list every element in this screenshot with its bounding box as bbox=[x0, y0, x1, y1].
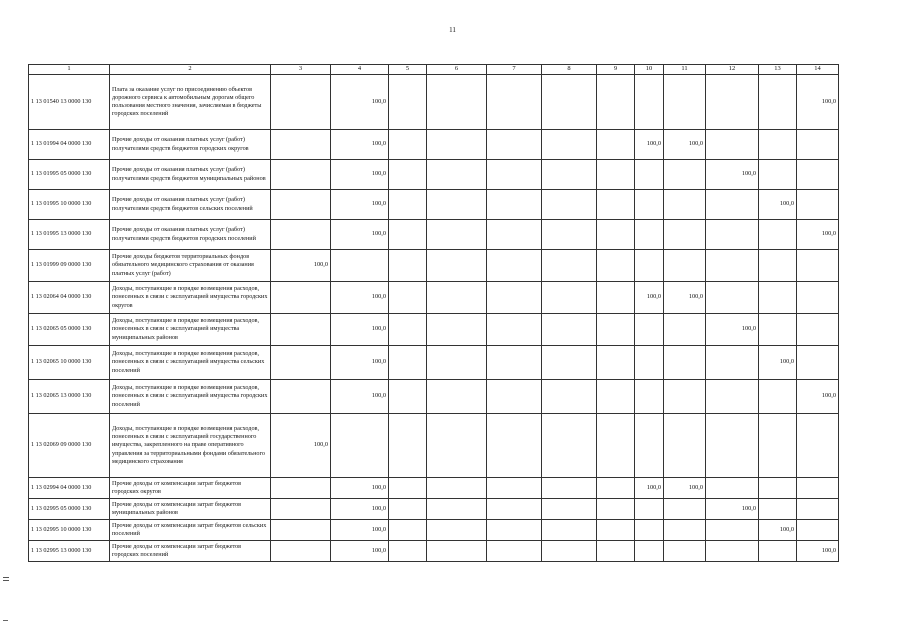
standard-percent-cell bbox=[427, 160, 487, 190]
standard-percent-cell: 100,0 bbox=[664, 130, 706, 160]
table-row bbox=[29, 190, 839, 220]
standard-percent-cell: 100,0 bbox=[331, 499, 389, 520]
standard-percent-cell bbox=[664, 414, 706, 478]
revenue-allocation-table bbox=[28, 64, 839, 562]
standard-percent-cell bbox=[635, 346, 664, 380]
standard-percent-cell: 100,0 bbox=[635, 130, 664, 160]
budget-classification-code: 1 13 02065 13 0000 130 bbox=[29, 380, 110, 414]
standard-percent-cell bbox=[487, 499, 542, 520]
budget-classification-code: 1 13 01995 10 0000 130 bbox=[29, 190, 110, 220]
standard-percent-cell: 100,0 bbox=[759, 520, 797, 541]
standard-percent-cell: 100,0 bbox=[797, 541, 839, 562]
revenue-name: Прочие доходы от оказания платных услуг (работ) получателями средств бюджетов городских поселений bbox=[110, 220, 271, 250]
standard-percent-cell bbox=[597, 314, 635, 346]
revenue-name: Прочие доходы от оказания платных услуг (работ) получателями средств бюджетов сельских поселений bbox=[110, 190, 271, 220]
standard-percent-cell bbox=[635, 250, 664, 282]
standard-percent-cell bbox=[542, 314, 597, 346]
standard-percent-cell bbox=[487, 414, 542, 478]
table-row bbox=[29, 414, 839, 478]
standard-percent-cell: 100,0 bbox=[331, 130, 389, 160]
standard-percent-cell bbox=[487, 520, 542, 541]
table-row bbox=[29, 282, 839, 314]
standard-percent-cell: 100,0 bbox=[331, 478, 389, 499]
standard-percent-cell: 100,0 bbox=[331, 541, 389, 562]
standard-percent-cell bbox=[759, 478, 797, 499]
standard-percent-cell bbox=[664, 250, 706, 282]
standard-percent-cell bbox=[427, 190, 487, 220]
standard-percent-cell bbox=[389, 414, 427, 478]
standard-percent-cell bbox=[797, 346, 839, 380]
standard-percent-cell bbox=[664, 160, 706, 190]
standard-percent-cell bbox=[389, 75, 427, 130]
standard-percent-cell bbox=[706, 346, 759, 380]
column-header: 9 bbox=[597, 65, 635, 75]
standard-percent-cell bbox=[271, 499, 331, 520]
standard-percent-cell bbox=[427, 282, 487, 314]
table-row bbox=[29, 250, 839, 282]
standard-percent-cell bbox=[542, 520, 597, 541]
standard-percent-cell bbox=[759, 220, 797, 250]
standard-percent-cell: 100,0 bbox=[706, 160, 759, 190]
standard-percent-cell bbox=[797, 314, 839, 346]
standard-percent-cell bbox=[597, 282, 635, 314]
standard-percent-cell bbox=[797, 499, 839, 520]
standard-percent-cell bbox=[331, 414, 389, 478]
standard-percent-cell bbox=[664, 499, 706, 520]
revenue-name: Прочие доходы бюджетов территориальных фондов обязательного медицинского страхования от оказания платных услуг (работ) bbox=[110, 250, 271, 282]
standard-percent-cell bbox=[271, 346, 331, 380]
standard-percent-cell bbox=[271, 75, 331, 130]
standard-percent-cell bbox=[797, 520, 839, 541]
standard-percent-cell bbox=[664, 190, 706, 220]
column-header: 14 bbox=[797, 65, 839, 75]
standard-percent-cell bbox=[389, 282, 427, 314]
standard-percent-cell bbox=[664, 220, 706, 250]
table-row bbox=[29, 75, 839, 130]
standard-percent-cell bbox=[759, 541, 797, 562]
standard-percent-cell bbox=[389, 520, 427, 541]
standard-percent-cell bbox=[427, 314, 487, 346]
standard-percent-cell bbox=[759, 414, 797, 478]
standard-percent-cell bbox=[797, 250, 839, 282]
standard-percent-cell bbox=[706, 478, 759, 499]
budget-classification-code: 1 13 02064 04 0000 130 bbox=[29, 282, 110, 314]
standard-percent-cell bbox=[271, 380, 331, 414]
revenue-name: Прочие доходы от компенсации затрат бюджетов сельских поселений bbox=[110, 520, 271, 541]
standard-percent-cell bbox=[597, 541, 635, 562]
standard-percent-cell bbox=[597, 190, 635, 220]
standard-percent-cell bbox=[706, 520, 759, 541]
standard-percent-cell bbox=[271, 190, 331, 220]
standard-percent-cell bbox=[271, 520, 331, 541]
page-number: 11 bbox=[449, 26, 456, 34]
standard-percent-cell bbox=[271, 478, 331, 499]
revenue-name: Доходы, поступающие в порядке возмещения расходов, понесенных в связи с эксплуатацией имущества городских поселений bbox=[110, 380, 271, 414]
standard-percent-cell bbox=[635, 220, 664, 250]
standard-percent-cell bbox=[597, 160, 635, 190]
column-header: 6 bbox=[427, 65, 487, 75]
standard-percent-cell: 100,0 bbox=[331, 380, 389, 414]
standard-percent-cell bbox=[427, 414, 487, 478]
standard-percent-cell: 100,0 bbox=[331, 282, 389, 314]
budget-classification-code: 1 13 02995 10 0000 130 bbox=[29, 520, 110, 541]
budget-classification-code: 1 13 01999 09 0000 130 bbox=[29, 250, 110, 282]
standard-percent-cell: 100,0 bbox=[797, 75, 839, 130]
standard-percent-cell bbox=[271, 160, 331, 190]
budget-classification-code: 1 13 02065 10 0000 130 bbox=[29, 346, 110, 380]
budget-classification-code: 1 13 02995 05 0000 130 bbox=[29, 499, 110, 520]
standard-percent-cell bbox=[389, 220, 427, 250]
revenue-name: Плата за оказание услуг по присоединению объектов дорожного сервиса к автомобильным дорогам общего пользования местного значения, зачисляемая в бюджеты городских поселений bbox=[110, 75, 271, 130]
standard-percent-cell bbox=[597, 520, 635, 541]
table-row bbox=[29, 541, 839, 562]
standard-percent-cell bbox=[706, 282, 759, 314]
standard-percent-cell bbox=[487, 75, 542, 130]
standard-percent-cell bbox=[542, 282, 597, 314]
standard-percent-cell bbox=[487, 130, 542, 160]
standard-percent-cell bbox=[427, 380, 487, 414]
standard-percent-cell bbox=[635, 380, 664, 414]
standard-percent-cell bbox=[597, 130, 635, 160]
standard-percent-cell bbox=[389, 499, 427, 520]
standard-percent-cell bbox=[759, 130, 797, 160]
column-header: 12 bbox=[706, 65, 759, 75]
revenue-name: Прочие доходы от компенсации затрат бюджетов городских округов bbox=[110, 478, 271, 499]
standard-percent-cell bbox=[389, 346, 427, 380]
standard-percent-cell: 100,0 bbox=[664, 282, 706, 314]
standard-percent-cell bbox=[664, 75, 706, 130]
standard-percent-cell bbox=[706, 414, 759, 478]
standard-percent-cell bbox=[427, 346, 487, 380]
standard-percent-cell bbox=[635, 75, 664, 130]
standard-percent-cell: 100,0 bbox=[271, 250, 331, 282]
column-header: 8 bbox=[542, 65, 597, 75]
table-row bbox=[29, 160, 839, 190]
standard-percent-cell bbox=[635, 160, 664, 190]
standard-percent-cell bbox=[487, 160, 542, 190]
table-row bbox=[29, 130, 839, 160]
standard-percent-cell bbox=[389, 314, 427, 346]
budget-classification-code: 1 13 02065 05 0000 130 bbox=[29, 314, 110, 346]
standard-percent-cell: 100,0 bbox=[331, 520, 389, 541]
standard-percent-cell bbox=[635, 541, 664, 562]
column-header: 11 bbox=[664, 65, 706, 75]
column-header: 3 bbox=[271, 65, 331, 75]
table-row bbox=[29, 314, 839, 346]
standard-percent-cell: 100,0 bbox=[331, 346, 389, 380]
column-header: 4 bbox=[331, 65, 389, 75]
standard-percent-cell: 100,0 bbox=[706, 499, 759, 520]
standard-percent-cell: 100,0 bbox=[271, 414, 331, 478]
column-header: 13 bbox=[759, 65, 797, 75]
standard-percent-cell bbox=[597, 499, 635, 520]
standard-percent-cell bbox=[389, 130, 427, 160]
standard-percent-cell bbox=[271, 130, 331, 160]
standard-percent-cell: 100,0 bbox=[331, 190, 389, 220]
standard-percent-cell bbox=[635, 414, 664, 478]
standard-percent-cell bbox=[331, 250, 389, 282]
standard-percent-cell bbox=[427, 75, 487, 130]
standard-percent-cell: 100,0 bbox=[664, 478, 706, 499]
table-header-row bbox=[29, 65, 839, 75]
standard-percent-cell bbox=[664, 314, 706, 346]
revenue-name: Прочие доходы от оказания платных услуг (работ) получателями средств бюджетов муниципальных районов bbox=[110, 160, 271, 190]
standard-percent-cell bbox=[487, 282, 542, 314]
standard-percent-cell bbox=[542, 250, 597, 282]
margin-mark bbox=[3, 577, 9, 581]
standard-percent-cell bbox=[427, 478, 487, 499]
standard-percent-cell bbox=[664, 520, 706, 541]
standard-percent-cell: 100,0 bbox=[759, 346, 797, 380]
standard-percent-cell bbox=[759, 160, 797, 190]
standard-percent-cell bbox=[487, 314, 542, 346]
standard-percent-cell bbox=[759, 282, 797, 314]
standard-percent-cell bbox=[759, 250, 797, 282]
standard-percent-cell bbox=[797, 130, 839, 160]
table-row bbox=[29, 499, 839, 520]
standard-percent-cell bbox=[487, 220, 542, 250]
standard-percent-cell bbox=[759, 75, 797, 130]
standard-percent-cell bbox=[271, 541, 331, 562]
standard-percent-cell bbox=[635, 520, 664, 541]
standard-percent-cell: 100,0 bbox=[331, 160, 389, 190]
standard-percent-cell bbox=[664, 346, 706, 380]
standard-percent-cell: 100,0 bbox=[635, 478, 664, 499]
standard-percent-cell bbox=[389, 380, 427, 414]
standard-percent-cell bbox=[487, 346, 542, 380]
revenue-name: Доходы, поступающие в порядке возмещения расходов, понесенных в связи с эксплуатацией государственного имущества, закрепленного на праве оперативного управления за территориальными фондами обязательного медицинского страхования bbox=[110, 414, 271, 478]
standard-percent-cell bbox=[597, 380, 635, 414]
budget-classification-code: 1 13 02995 13 0000 130 bbox=[29, 541, 110, 562]
standard-percent-cell bbox=[635, 190, 664, 220]
column-header: 7 bbox=[487, 65, 542, 75]
budget-classification-code: 1 13 02994 04 0000 130 bbox=[29, 478, 110, 499]
column-header: 1 bbox=[29, 65, 110, 75]
standard-percent-cell bbox=[427, 520, 487, 541]
standard-percent-cell bbox=[635, 314, 664, 346]
standard-percent-cell bbox=[542, 499, 597, 520]
standard-percent-cell: 100,0 bbox=[331, 220, 389, 250]
standard-percent-cell bbox=[635, 499, 664, 520]
table-row bbox=[29, 220, 839, 250]
revenue-name: Прочие доходы от компенсации затрат бюджетов городских поселений bbox=[110, 541, 271, 562]
standard-percent-cell bbox=[759, 380, 797, 414]
table-row bbox=[29, 346, 839, 380]
budget-classification-code: 1 13 01995 05 0000 130 bbox=[29, 160, 110, 190]
margin-mark bbox=[3, 620, 8, 621]
standard-percent-cell bbox=[759, 499, 797, 520]
standard-percent-cell bbox=[542, 75, 597, 130]
standard-percent-cell: 100,0 bbox=[797, 220, 839, 250]
standard-percent-cell bbox=[427, 220, 487, 250]
revenue-name: Доходы, поступающие в порядке возмещения расходов, понесенных в связи с эксплуатацией имущества сельских поселений bbox=[110, 346, 271, 380]
table-row bbox=[29, 380, 839, 414]
standard-percent-cell bbox=[427, 130, 487, 160]
standard-percent-cell bbox=[271, 282, 331, 314]
standard-percent-cell bbox=[271, 314, 331, 346]
standard-percent-cell bbox=[542, 130, 597, 160]
standard-percent-cell bbox=[542, 541, 597, 562]
standard-percent-cell bbox=[427, 250, 487, 282]
standard-percent-cell bbox=[664, 380, 706, 414]
budget-classification-code: 1 13 01994 04 0000 130 bbox=[29, 130, 110, 160]
standard-percent-cell bbox=[597, 250, 635, 282]
standard-percent-cell: 100,0 bbox=[706, 314, 759, 346]
standard-percent-cell bbox=[797, 414, 839, 478]
standard-percent-cell bbox=[389, 541, 427, 562]
standard-percent-cell bbox=[797, 190, 839, 220]
budget-classification-code: 1 13 02069 09 0000 130 bbox=[29, 414, 110, 478]
standard-percent-cell bbox=[542, 346, 597, 380]
standard-percent-cell bbox=[487, 380, 542, 414]
standard-percent-cell bbox=[389, 190, 427, 220]
table-row bbox=[29, 478, 839, 499]
revenue-name: Доходы, поступающие в порядке возмещения расходов, понесенных в связи с эксплуатацией имущества муниципальных районов bbox=[110, 314, 271, 346]
standard-percent-cell: 100,0 bbox=[331, 75, 389, 130]
standard-percent-cell: 100,0 bbox=[759, 190, 797, 220]
standard-percent-cell bbox=[706, 541, 759, 562]
standard-percent-cell bbox=[706, 75, 759, 130]
column-header: 5 bbox=[389, 65, 427, 75]
standard-percent-cell bbox=[597, 414, 635, 478]
standard-percent-cell bbox=[427, 499, 487, 520]
standard-percent-cell bbox=[487, 541, 542, 562]
column-header: 10 bbox=[635, 65, 664, 75]
budget-classification-code: 1 13 01540 13 0000 130 bbox=[29, 75, 110, 130]
standard-percent-cell bbox=[389, 478, 427, 499]
revenue-name: Доходы, поступающие в порядке возмещения расходов, понесенных в связи с эксплуатацией имущества городских округов bbox=[110, 282, 271, 314]
budget-classification-code: 1 13 01995 13 0000 130 bbox=[29, 220, 110, 250]
standard-percent-cell bbox=[706, 220, 759, 250]
standard-percent-cell bbox=[597, 220, 635, 250]
standard-percent-cell: 100,0 bbox=[331, 314, 389, 346]
standard-percent-cell bbox=[487, 478, 542, 499]
standard-percent-cell bbox=[597, 478, 635, 499]
standard-percent-cell bbox=[797, 160, 839, 190]
standard-percent-cell bbox=[706, 380, 759, 414]
standard-percent-cell bbox=[597, 346, 635, 380]
standard-percent-cell: 100,0 bbox=[635, 282, 664, 314]
standard-percent-cell bbox=[487, 190, 542, 220]
standard-percent-cell bbox=[389, 250, 427, 282]
revenue-name: Прочие доходы от компенсации затрат бюджетов муниципальных районов bbox=[110, 499, 271, 520]
standard-percent-cell bbox=[542, 414, 597, 478]
standard-percent-cell bbox=[706, 130, 759, 160]
standard-percent-cell bbox=[542, 478, 597, 499]
standard-percent-cell bbox=[797, 478, 839, 499]
standard-percent-cell bbox=[427, 541, 487, 562]
standard-percent-cell bbox=[542, 220, 597, 250]
standard-percent-cell bbox=[706, 250, 759, 282]
standard-percent-cell bbox=[664, 541, 706, 562]
table-body bbox=[29, 75, 839, 562]
standard-percent-cell bbox=[542, 160, 597, 190]
revenue-name: Прочие доходы от оказания платных услуг (работ) получателями средств бюджетов городских округов bbox=[110, 130, 271, 160]
standard-percent-cell bbox=[597, 75, 635, 130]
table-row bbox=[29, 520, 839, 541]
standard-percent-cell bbox=[271, 220, 331, 250]
standard-percent-cell bbox=[487, 250, 542, 282]
standard-percent-cell bbox=[389, 160, 427, 190]
standard-percent-cell bbox=[542, 380, 597, 414]
standard-percent-cell bbox=[542, 190, 597, 220]
standard-percent-cell bbox=[797, 282, 839, 314]
standard-percent-cell: 100,0 bbox=[797, 380, 839, 414]
standard-percent-cell bbox=[759, 314, 797, 346]
column-header: 2 bbox=[110, 65, 271, 75]
standard-percent-cell bbox=[706, 190, 759, 220]
